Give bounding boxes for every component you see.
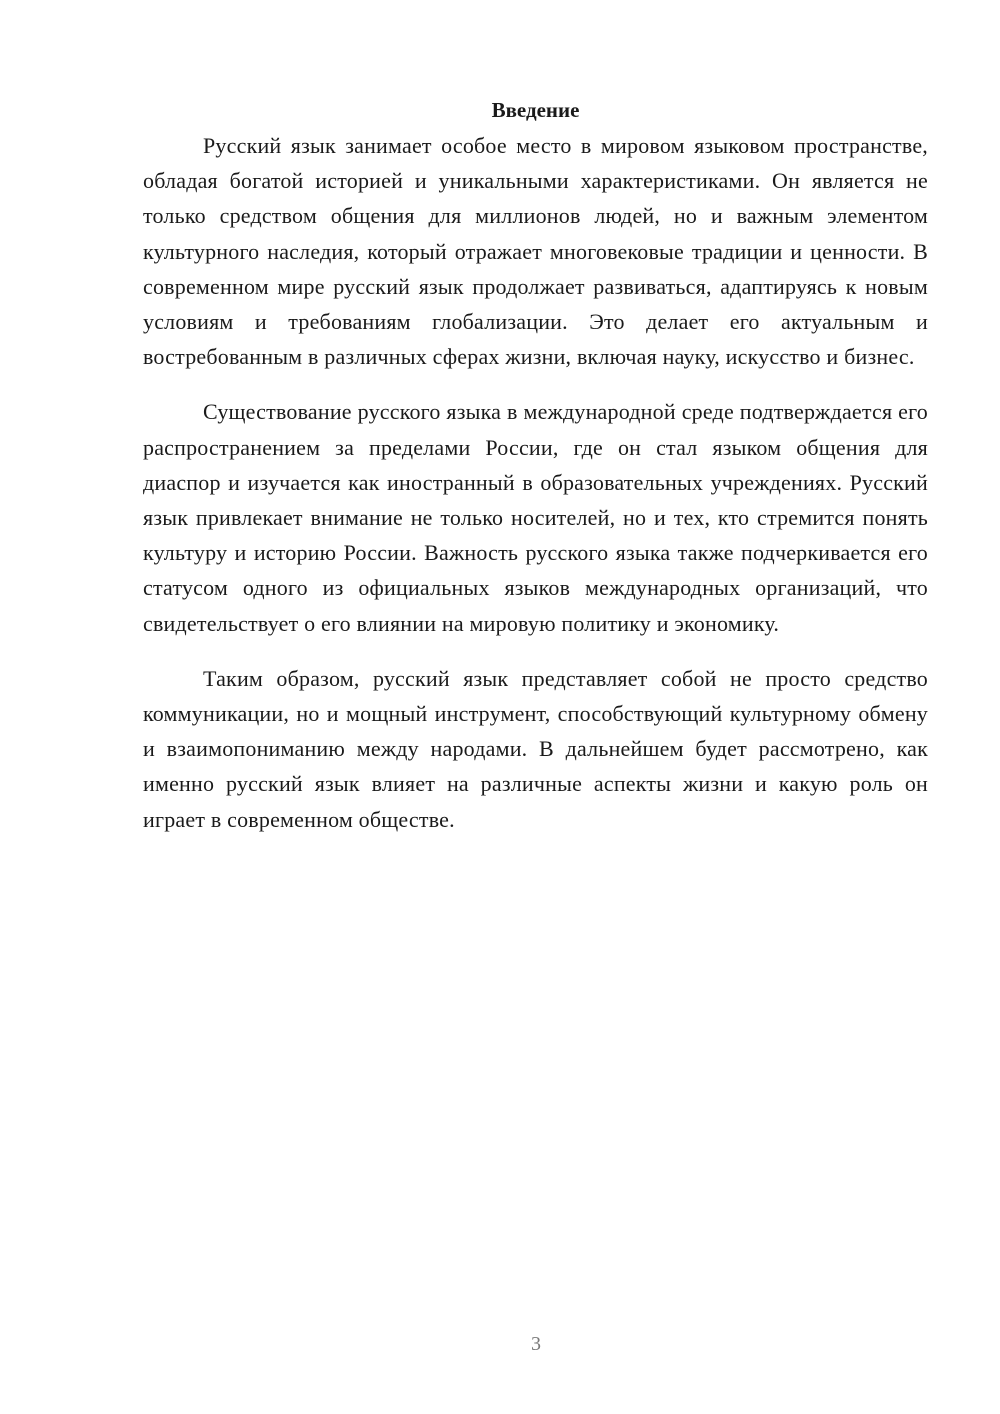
paragraph-1: Русский язык занимает особое место в мировом языковом пространстве, обладая богатой историей и уникальными характеристиками. Он является не только средством общения для миллионов людей, но и важным элементом культурного наследия, который отражает многовековые традиции и ценности. В современном мире русский язык продолжает развиваться, адаптируясь к новым условиям и требованиям глобализации. Это делает его актуальным и востребованным в различных сферах жизни, включая науку, искусство и бизнес. bbox=[143, 133, 928, 370]
page-number: 3 bbox=[531, 1333, 541, 1355]
paragraph-3: Таким образом, русский язык представляет собой не просто средство коммуникации, но и мощный инструмент, способствующий культурному обмену и взаимопониманию между народами. В дальнейшем будет рассмотрено, как именно русский язык влияет на различные аспекты жизни и какую роль он играет в современном обществе. bbox=[143, 665, 928, 832]
page-body bbox=[143, 92, 928, 837]
section-title: Введение bbox=[491, 98, 580, 122]
paragraph-2: Существование русского языка в международной среде подтверждается его распространением за пределами России, где он стал языком общения для диаспор и изучается как иностранный в образовательных учреждениях. Русский язык привлекает внимание не только носителей, но и тех, кто стремится понять культуру и историю России. Важность русского языка также подчеркивается его статусом одного из официальных языков международных организаций, что свидетельствует о его влиянии на мировую политику и экономику. bbox=[143, 399, 928, 636]
